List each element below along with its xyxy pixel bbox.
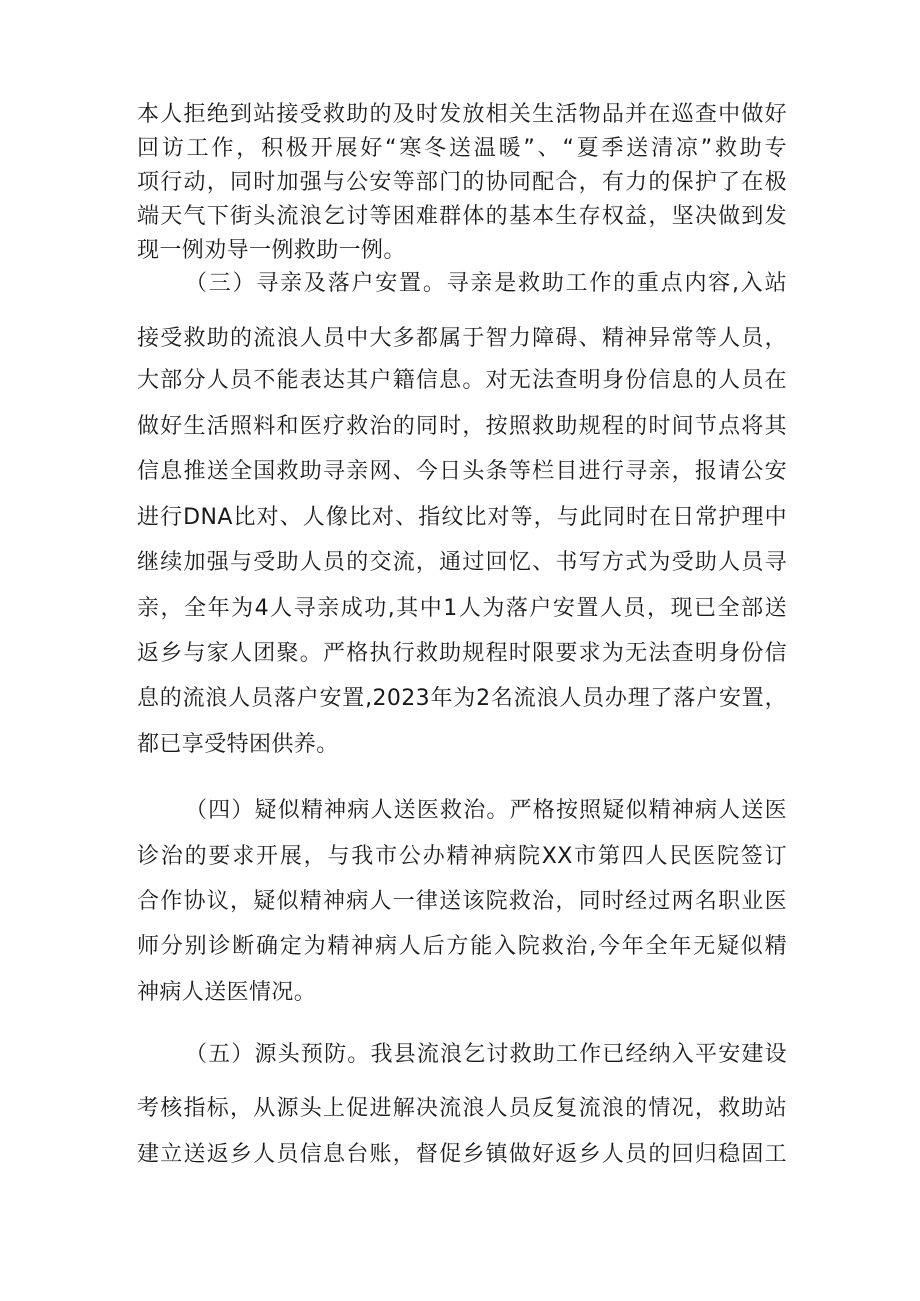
text-line: 师分别诊断确定为精神病人后方能入院救治,今年全年无疑似精 [137,934,787,959]
section-heading-line: （四）疑似精神病人送医救治。严格按照疑似精神病人送医 [185,798,787,823]
text-line: 回访工作，积极开展好“寒冬送温暖”、“夏季送清凉”救助专 [137,136,787,161]
text-line: 息的流浪人员落户安置,2023年为2名流浪人员办理了落户安置， [137,686,787,711]
text-line: 继续加强与受助人员的交流，通过回忆、书写方式为受助人员寻 [137,550,787,575]
section-heading-line: （五）源头预防。我县流浪乞讨救助工作已经纳入平安建设 [185,1042,787,1067]
text-line: 考核指标，从源头上促进解决流浪人员反复流浪的情况，救助站 [137,1096,787,1121]
text-line: 合作协议，疑似精神病人一律送该院救治，同时经过两名职业医 [137,889,787,914]
text-line: 诊治的要求开展，与我市公办精神病院XX市第四人民医院签订 [137,844,787,869]
text-line: 神病人送医情况。 [137,980,317,1005]
section-heading-line: （三）寻亲及落户安置。寻亲是救助工作的重点内容,入站 [185,271,787,296]
text-line: 本人拒绝到站接受救助的及时发放相关生活物品并在巡查中做好 [137,102,787,127]
text-line: 亲，全年为4人寻亲成功,其中1人为落户安置人员，现已全部送 [137,596,787,621]
text-line: 接受救助的流浪人员中大多都属于智力障碍、精神异常等人员， [137,326,787,351]
text-line: 都已享受特困供养。 [137,732,339,757]
text-line: 现一例劝导一例救助一例。 [137,238,406,263]
text-line: 项行动，同时加强与公安等部门的协同配合，有力的保护了在极 [137,170,787,195]
text-line: 大部分人员不能表达其户籍信息。对无法查明身份信息的人员在 [137,368,787,393]
text-line: 信息推送全国救助寻亲网、今日头条等栏目进行寻亲，报请公安 [137,459,787,484]
text-line: 建立送返乡人员信息台账，督促乡镇做好返乡人员的回归稳固工 [137,1142,787,1167]
text-line: 进行DNA比对、人像比对、指纹比对等，与此同时在日常护理中 [137,505,787,530]
text-line: 端天气下街头流浪乞讨等困难群体的基本生存权益，坚决做到发 [137,204,787,229]
text-line: 返乡与家人团聚。严格执行救助规程时限要求为无法查明身份信 [137,641,787,666]
text-line: 做好生活照料和医疗救治的同时，按照救助规程的时间节点将其 [137,414,787,439]
